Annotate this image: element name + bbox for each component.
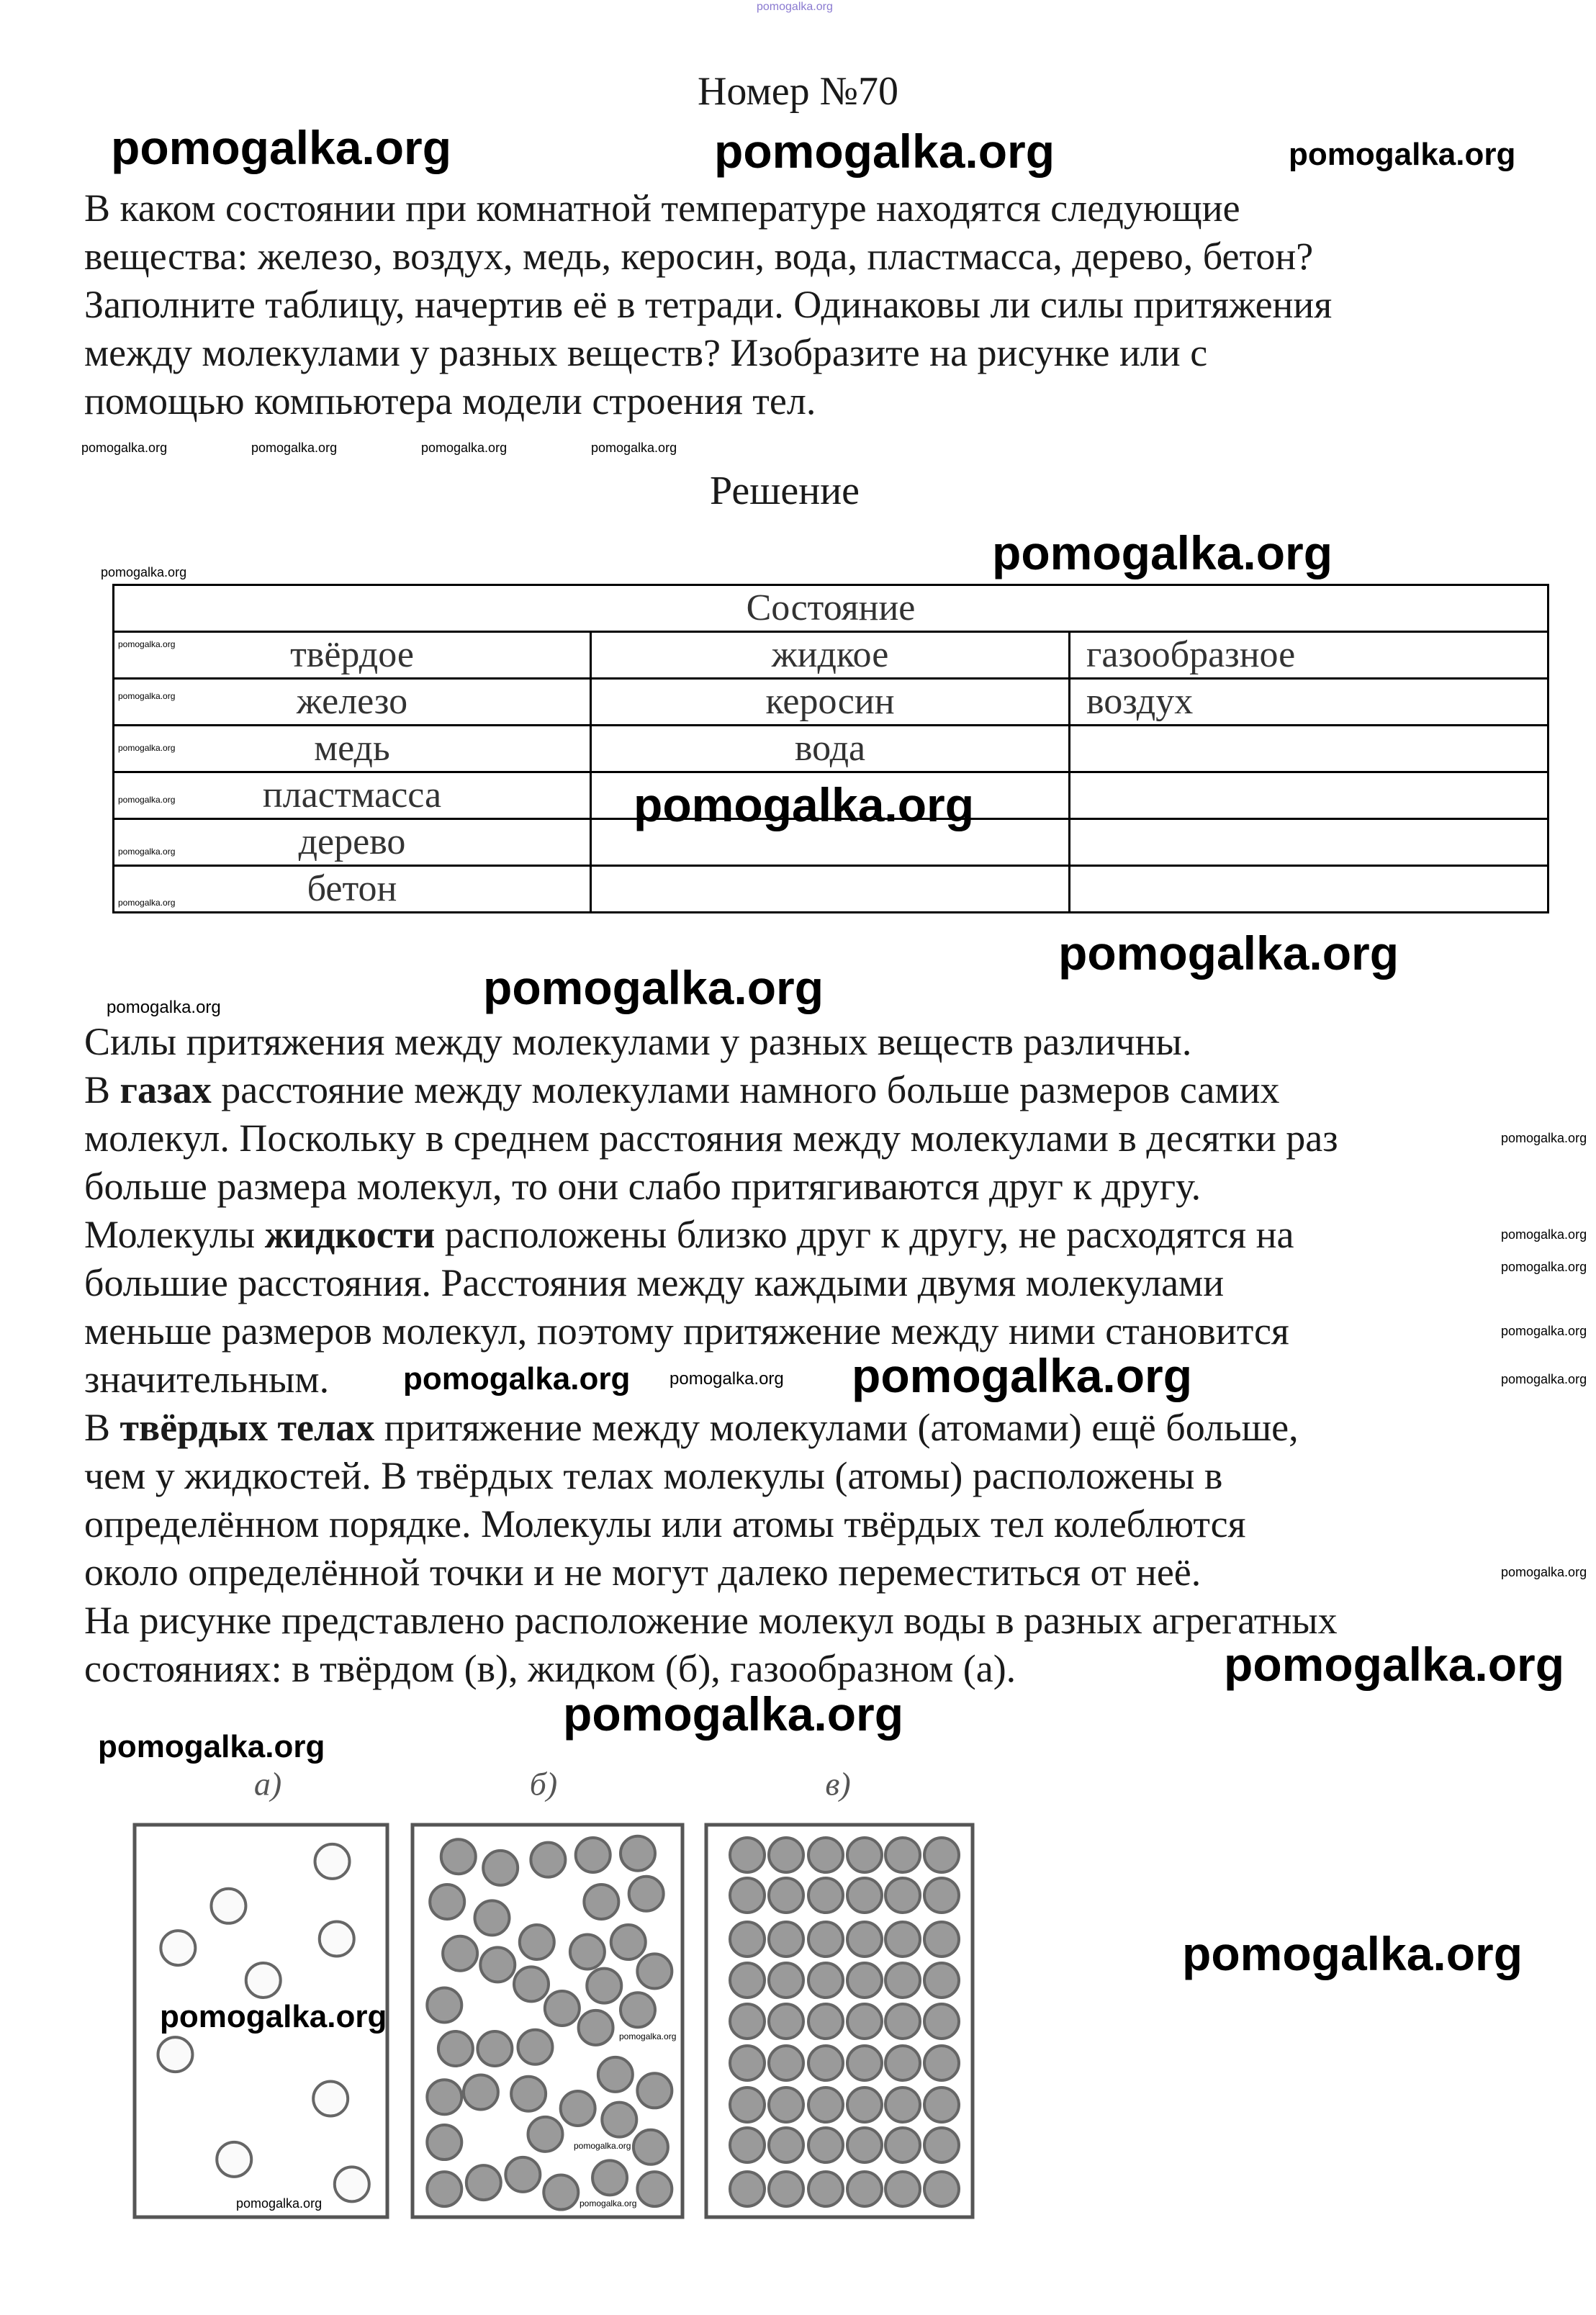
solid-molecule [885, 1922, 920, 1957]
question-line: Заполните таблицу, начертив её в тетради. Одинаковы ли силы притяжения [84, 283, 1333, 326]
gas-molecule [246, 1963, 281, 1998]
solution-heading: Решение [709, 469, 860, 513]
solid-molecule [885, 2172, 920, 2206]
line-text: значительным. [84, 1358, 330, 1401]
solid-molecule [847, 2046, 882, 2080]
solid-molecule [885, 2004, 920, 2039]
line-text: меньше размеров молекул, поэтому притяжение между ними становится [84, 1309, 1289, 1353]
line-text: Молекулы [84, 1213, 265, 1256]
figure-label-solid: в) [825, 1765, 851, 1802]
liquid-molecule [576, 1838, 610, 1872]
watermark: pomogalka.org [118, 691, 176, 701]
solid-molecule [847, 1922, 882, 1957]
solid-molecule [924, 1963, 959, 1998]
liquid-molecule [466, 2165, 501, 2200]
solid-molecule [730, 2172, 765, 2206]
solid-molecule [769, 1922, 803, 1957]
solid-molecule [730, 1963, 765, 1998]
solid-molecule [730, 1878, 765, 1913]
table-cell: жидкое [591, 632, 1070, 679]
solid-molecule [924, 2046, 959, 2080]
solid-molecule [730, 2004, 765, 2039]
solid-molecule [885, 1838, 920, 1872]
liquid-molecule [477, 2031, 512, 2066]
watermark: pomogalka.org [591, 441, 677, 455]
solid-molecule [885, 2128, 920, 2162]
emphasis-text: твёрдых телах [120, 1406, 375, 1449]
liquid-molecule [438, 2031, 473, 2066]
solid-molecule [847, 2088, 882, 2122]
table-cell: железо [114, 679, 591, 726]
line-text: около определённой точки и не могут далеко переместиться от неё. [84, 1551, 1201, 1594]
line-text: чем у жидкостей. В твёрдых телах молекулы (атомы) расположены в [84, 1454, 1223, 1497]
liquid-molecule [443, 1936, 477, 1971]
line-text: На рисунке представлено расположение молекул воды в разных агрегатных [84, 1599, 1338, 1642]
watermark: pomogalka.org [81, 441, 168, 455]
line-text: молекул. Поскольку в среднем расстояния между молекулами в десятки раз [84, 1116, 1338, 1160]
liquid-molecule [570, 1934, 605, 1969]
line-text: расстояние между молекулами намного больше размеров самих [211, 1068, 1280, 1111]
watermark: pomogalka.org [1501, 1324, 1587, 1338]
liquid-molecule [629, 1877, 664, 1911]
watermark: pomogalka.org [634, 778, 975, 831]
page-title: Номер №70 [697, 69, 899, 114]
watermark: pomogalka.org [118, 639, 176, 649]
liquid-molecule [430, 1885, 464, 1919]
solid-molecule [730, 1838, 765, 1872]
table-cell: керосин [591, 679, 1070, 726]
solid-molecule [769, 1963, 803, 1998]
watermark: pomogalka.org [403, 1361, 631, 1396]
watermark: pomogalka.org [1182, 1927, 1523, 1980]
gas-molecule [320, 1922, 354, 1957]
watermark: pomogalka.org [1224, 1638, 1565, 1691]
watermark: pomogalka.org [421, 441, 508, 455]
solid-molecule [808, 1878, 843, 1913]
figure-label-gas: а) [253, 1765, 282, 1802]
solid-molecule [808, 2172, 843, 2206]
solid-molecule [769, 2128, 803, 2162]
solid-molecule [808, 2128, 843, 2162]
solid-molecule [730, 2088, 765, 2122]
watermark: pomogalka.org [101, 565, 187, 579]
solid-molecule [885, 1878, 920, 1913]
liquid-molecule [528, 2117, 562, 2152]
line-text: В [84, 1068, 120, 1111]
liquid-molecule [427, 2172, 461, 2206]
table-cell: воздух [1070, 679, 1548, 726]
table-cell: вода [591, 726, 1070, 772]
line-text: большие расстояния. Расстояния между каждыми двумя молекулами [84, 1261, 1225, 1304]
solid-molecule [924, 2172, 959, 2206]
liquid-molecule [464, 2075, 498, 2110]
solid-molecule [847, 1838, 882, 1872]
solid-molecule [730, 2046, 765, 2080]
liquid-molecule [427, 2125, 461, 2160]
liquid-molecule [518, 2030, 552, 2064]
line-text: больше размера молекул, то они слабо притягиваются друг к другу. [84, 1165, 1201, 1208]
gas-molecule [161, 1931, 195, 1965]
gas-molecule [217, 2142, 251, 2177]
solid-molecule [924, 1922, 959, 1957]
watermark: pomogalka.org [1058, 926, 1399, 980]
liquid-molecule [587, 1969, 621, 2003]
watermark: pomogalka.org [574, 2141, 631, 2151]
solid-molecule [808, 1963, 843, 1998]
figure-label-liquid: б) [529, 1765, 558, 1802]
watermark: pomogalka.org [107, 998, 221, 1017]
watermark: pomogalka.org [1501, 1227, 1587, 1242]
liquid-molecule [611, 1925, 646, 1959]
solid-molecule [769, 2088, 803, 2122]
table-cell: пластмасса [114, 772, 591, 819]
watermark: pomogalka.org [852, 1349, 1193, 1402]
line-text: притяжение между молекулами (атомами) ещё больше, [374, 1406, 1299, 1449]
line-text: расположены близко друг к другу, не расходятся на [435, 1213, 1294, 1256]
gas-molecule [211, 1889, 245, 1923]
liquid-molecule [592, 2160, 627, 2195]
solid-molecule [847, 2004, 882, 2039]
liquid-molecule [637, 1954, 672, 1988]
watermark: pomogalka.org [98, 1729, 325, 1764]
solid-molecule [885, 2088, 920, 2122]
solid-molecule [769, 1838, 803, 1872]
liquid-molecule [531, 1843, 565, 1877]
solid-molecule [769, 2004, 803, 2039]
liquid-molecule [637, 2073, 672, 2108]
liquid-molecule [474, 1900, 509, 1935]
liquid-molecule [511, 2077, 546, 2111]
table-cell: твёрдое [114, 632, 591, 679]
solid-molecule [847, 2128, 882, 2162]
watermark: pomogalka.org [118, 795, 176, 805]
liquid-molecule [634, 2130, 668, 2165]
solid-molecule [885, 2046, 920, 2080]
table-cell: бетон [114, 866, 591, 913]
watermark: pomogalka.org [1289, 137, 1516, 172]
watermark: pomogalka.org [1501, 1565, 1587, 1579]
solid-molecule [924, 2128, 959, 2162]
solid-molecule [808, 2088, 843, 2122]
line-text: состояниях: в твёрдом (в), жидком (б), газообразном (а). [84, 1647, 1016, 1690]
emphasis-text: газах [120, 1068, 212, 1111]
liquid-molecule [427, 1987, 461, 2022]
liquid-molecule [544, 2175, 578, 2210]
solid-molecule [885, 1963, 920, 1998]
solid-molecule [847, 1963, 882, 1998]
watermark: pomogalka.org [1501, 1260, 1587, 1274]
watermark: pomogalka.org [619, 2031, 677, 2041]
line-text: Силы притяжения между молекулами у разных веществ различны. [84, 1020, 1192, 1063]
watermark: pomogalka.org [118, 847, 176, 857]
question-line: В каком состоянии при комнатной температуре находятся следующие [84, 186, 1240, 230]
liquid-molecule [505, 2157, 540, 2192]
watermark: pomogalka.org [111, 121, 452, 174]
solid-molecule [924, 2088, 959, 2122]
question-line: помощью компьютера модели строения тел. [84, 379, 816, 423]
liquid-molecule [441, 1839, 476, 1874]
solid-molecule [808, 1922, 843, 1957]
watermark: pomogalka.org [118, 898, 176, 908]
solid-molecule [769, 2046, 803, 2080]
liquid-molecule [579, 2011, 613, 2045]
question-line: вещества: железо, воздух, медь, керосин, вода, пластмасса, дерево, бетон? [84, 235, 1314, 278]
solid-molecule [808, 2046, 843, 2080]
solid-molecule [769, 2172, 803, 2206]
solid-molecule [847, 1878, 882, 1913]
solid-molecule [924, 2004, 959, 2039]
liquid-molecule [584, 1885, 618, 1919]
liquid-molecule [483, 1851, 518, 1885]
gas-molecule [313, 2082, 348, 2116]
watermark: pomogalka.org [563, 1687, 904, 1741]
solid-molecule [847, 2172, 882, 2206]
liquid-molecule [545, 1991, 580, 2026]
liquid-molecule [621, 1993, 655, 2027]
watermark: pomogalka.org [757, 1, 833, 13]
liquid-molecule [598, 2057, 633, 2092]
liquid-molecule [427, 2080, 461, 2114]
solid-molecule [808, 2004, 843, 2039]
solid-molecule [808, 1838, 843, 1872]
question-line: между молекулами у разных веществ? Изобразите на рисунке или с [84, 331, 1208, 374]
liquid-molecule [637, 2172, 672, 2206]
liquid-molecule [602, 2103, 636, 2137]
table-cell: медь [114, 726, 591, 772]
watermark: pomogalka.org [236, 2196, 323, 2211]
watermark: pomogalka.org [251, 441, 338, 455]
liquid-molecule [561, 2091, 595, 2126]
solid-molecule [730, 1922, 765, 1957]
watermark: pomogalka.org [992, 526, 1333, 579]
watermark: pomogalka.org [1501, 1131, 1587, 1145]
watermark: pomogalka.org [483, 961, 824, 1014]
watermark: pomogalka.org [160, 1999, 387, 2034]
watermark: pomogalka.org [714, 125, 1055, 178]
gas-molecule [315, 1844, 350, 1879]
solid-molecule [730, 2128, 765, 2162]
gas-molecule [335, 2167, 369, 2201]
solid-molecule [769, 1878, 803, 1913]
solid-molecule [924, 1838, 959, 1872]
liquid-molecule [480, 1947, 515, 1982]
table-header: Состояние [114, 585, 1548, 632]
table-cell: дерево [114, 819, 591, 866]
line-text: определённом порядке. Молекулы или атомы твёрдых тел колеблются [84, 1502, 1246, 1545]
emphasis-text: жидкости [264, 1213, 436, 1256]
watermark: pomogalka.org [118, 743, 176, 753]
watermark: pomogalka.org [580, 2198, 637, 2208]
watermark: pomogalka.org [1501, 1372, 1587, 1386]
gas-molecule [158, 2037, 192, 2072]
watermark: pomogalka.org [669, 1369, 784, 1389]
liquid-molecule [621, 1836, 655, 1871]
liquid-molecule [520, 1925, 554, 1959]
table-cell: газообразное [1070, 632, 1548, 679]
line-text: В [84, 1406, 120, 1449]
liquid-molecule [514, 1967, 549, 2001]
solid-molecule [924, 1878, 959, 1913]
